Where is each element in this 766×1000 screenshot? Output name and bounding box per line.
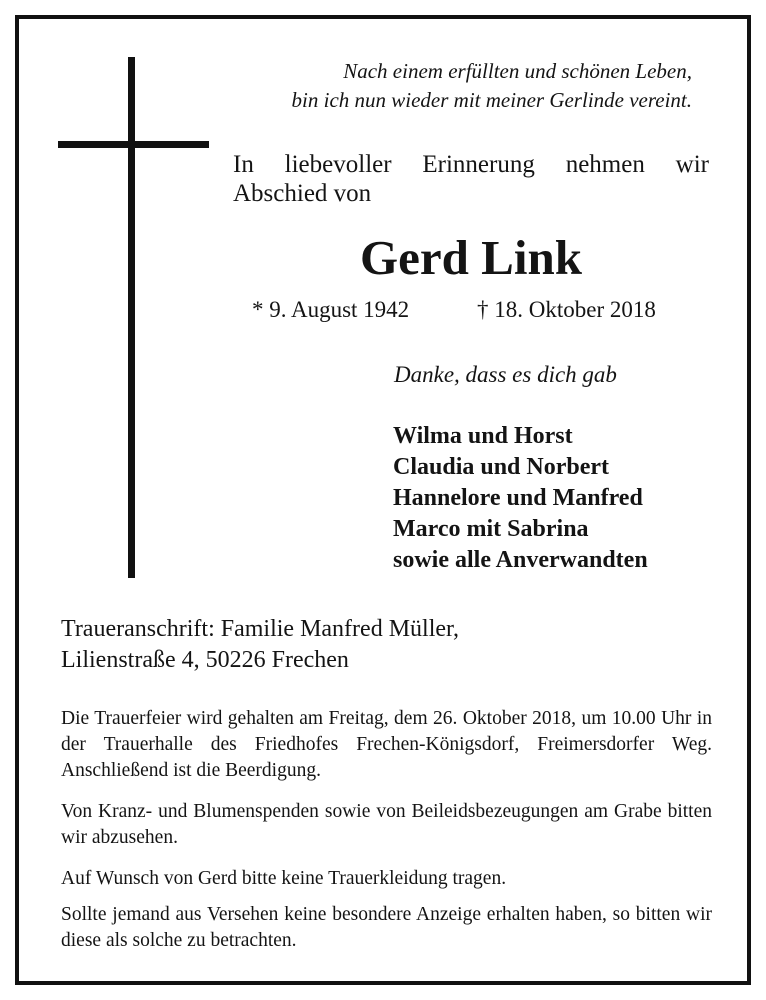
mourner-entry: Claudia und Norbert [393,454,610,480]
cross-horizontal-bar [58,141,209,148]
notice-paragraph: Sollte jemand aus Versehen keine besondere Anzeige erhalten haben, so bitten wir diese als solche zu betrachten. [61,904,712,951]
birth-date: * 9. August 1942 [252,297,410,322]
mourner-entry: Marco mit Sabrina [393,516,589,542]
dress-code-paragraph: Auf Wunsch von Gerd bitte keine Trauerkleidung tragen. [61,868,507,889]
deceased-name: Gerd Link [360,230,582,285]
death-date: † 18. Oktober 2018 [477,297,656,322]
donations-paragraph: Von Kranz- und Blumenspenden sowie von Beileidsbezeugungen am Grabe bitten wir abzusehen. [61,801,712,848]
mourning-address [61,614,459,676]
mourner-entry: Hannelore und Manfred [393,485,643,511]
address-line-2: Lilienstraße 4, 50226 Frechen [61,647,349,673]
mourner-entry: Wilma und Horst [393,423,573,449]
address-line-1: Traueranschrift: Familie Manfred Müller, [61,616,460,642]
mourners-list [393,421,648,576]
intro-text: In liebevoller Erinnerung nehmen wir Abschied von [233,151,709,207]
mourner-entry: sowie alle Anverwandten [393,547,648,573]
funeral-info-paragraph: Die Trauerfeier wird gehalten am Freitag, dem 26. Oktober 2018, um 10.00 Uhr in der Trauerhalle des Friedhofes Frechen-Königsdorf, Freimersdorfer Weg. Anschließend ist die Beerdigung. [61,708,712,781]
motto-line-2: bin ich nun wieder mit meiner Gerlinde vereint. [291,88,692,112]
motto-line-1: Nach einem erfüllten und schönen Leben, [343,59,692,83]
thanks-line: Danke, dass es dich gab [394,362,617,387]
cross-vertical-bar [128,57,135,578]
